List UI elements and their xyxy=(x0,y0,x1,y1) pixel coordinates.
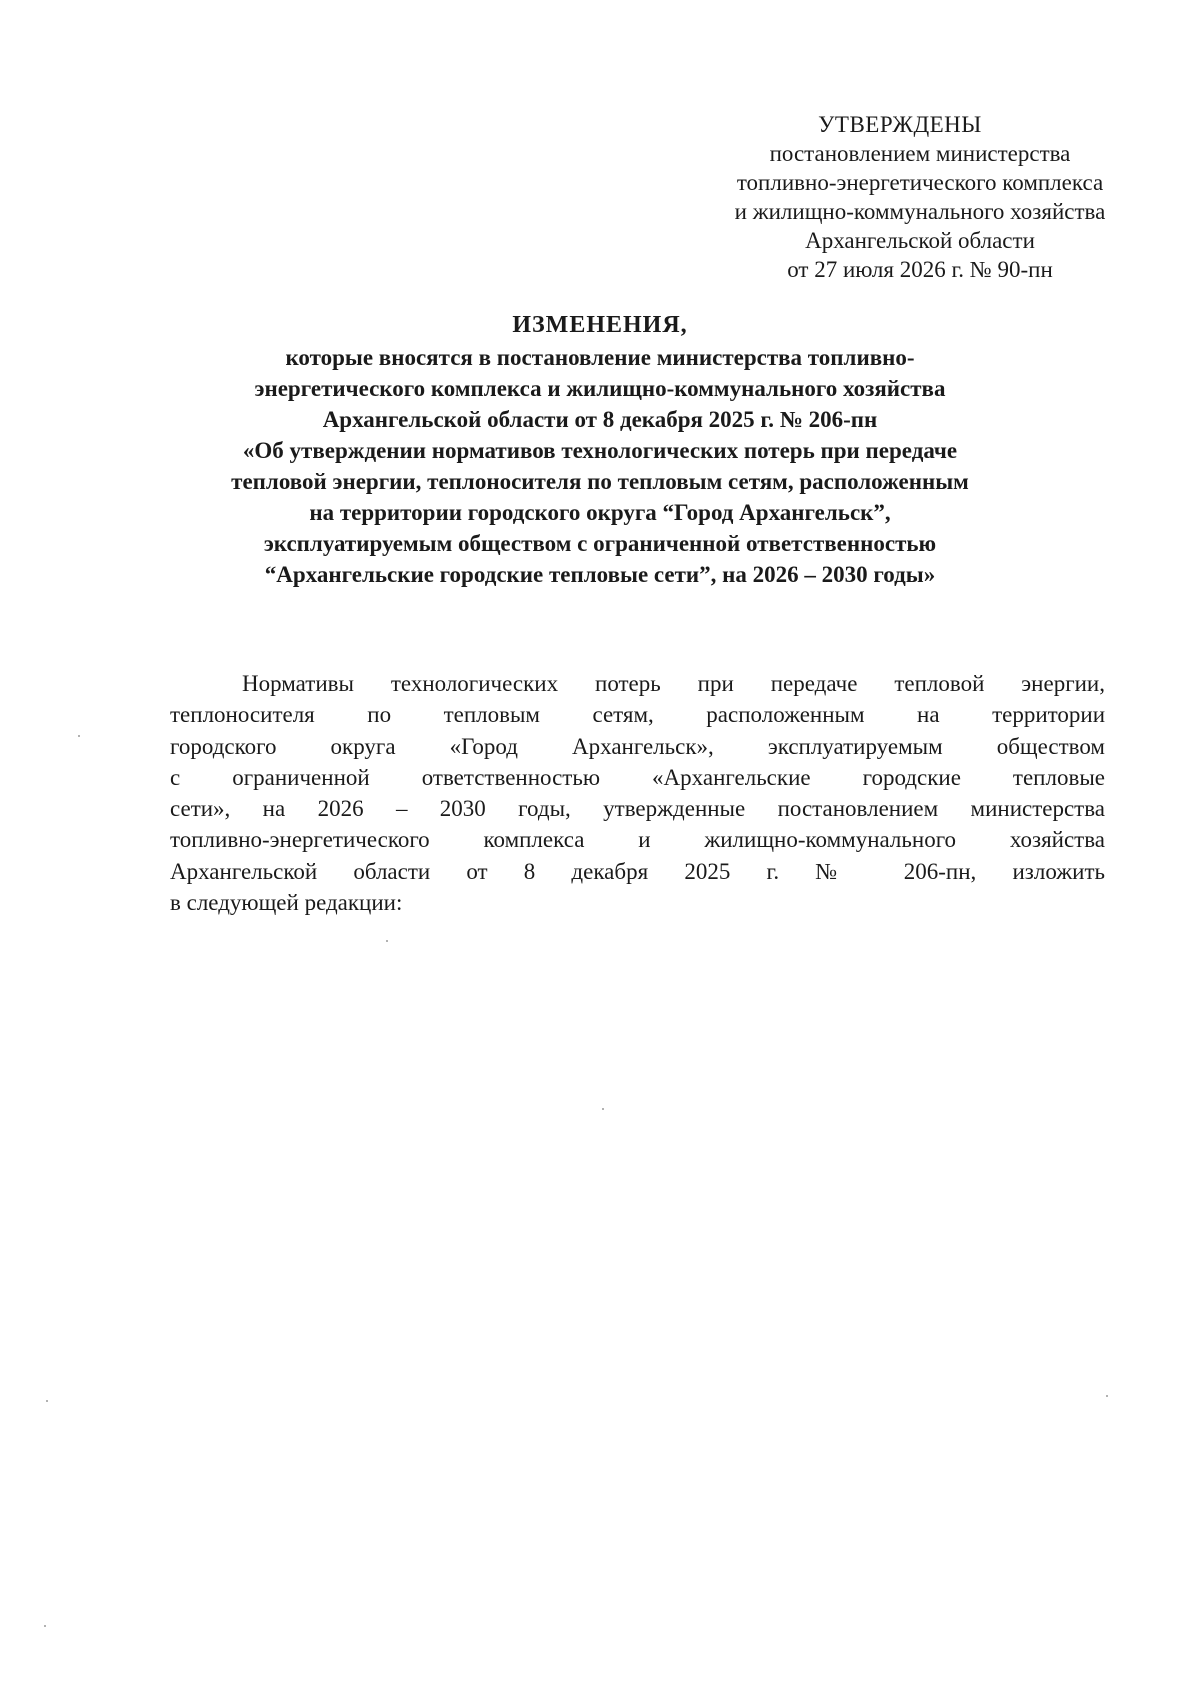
scan-speck xyxy=(78,735,80,737)
approval-line: постановлением министерства xyxy=(769,141,1071,166)
approval-line: и жилищно-коммунального хозяйства xyxy=(734,199,1106,224)
title-line: энергетического комплекса и жилищно-коммунального хозяйства xyxy=(254,376,946,401)
title-line: «Об утверждении нормативов технологических потерь при передаче xyxy=(242,438,958,463)
body-line: Архангельской области от 8 декабря 2025 г. № 206-пн, изложить xyxy=(170,858,1105,884)
body-line: Нормативы технологических потерь при передаче тепловой энергии, xyxy=(242,671,1105,696)
body-line: сети», на 2026 – 2030 годы, утвержденные постановлением министерства xyxy=(170,796,1105,822)
title-line: “Архангельские городские тепловые сети”, на 2026 – 2030 годы» xyxy=(264,562,936,587)
body-line: городского округа «Город Архангельск», эксплуатируемым обществом xyxy=(170,733,1105,759)
approval-block xyxy=(690,110,1150,284)
title-line: которые вносятся в постановление министерства топливно- xyxy=(285,345,915,370)
scan-speck xyxy=(1106,1395,1108,1397)
body-line: теплоносителя по тепловым сетям, расположенным на территории xyxy=(170,702,1105,728)
approval-heading: УТВЕРЖДЕНЫ xyxy=(818,112,982,137)
document-title xyxy=(150,310,1050,590)
scan-speck xyxy=(386,940,388,942)
approval-date-line: от 27 июля 2026 г. № 90-пн xyxy=(787,257,1053,282)
title-line: Архангельской области от 8 декабря 2025 г. № 206-пн xyxy=(322,407,878,432)
body-paragraph xyxy=(170,668,1105,918)
title-line: эксплуатируемым обществом с ограниченной ответственностью xyxy=(263,531,937,556)
scan-speck xyxy=(602,1108,604,1110)
approval-line: Архангельской области xyxy=(805,228,1035,253)
body-line: в следующей редакции: xyxy=(170,890,403,916)
scan-speck xyxy=(44,1625,46,1627)
title-heading: ИЗМЕНЕНИЯ, xyxy=(512,312,688,338)
body-line: с ограниченной ответственностью «Архангельские городские тепловые xyxy=(170,764,1105,790)
body-line: топливно-энергетического комплекса и жилищно-коммунального хозяйства xyxy=(170,827,1105,853)
scan-speck xyxy=(46,1400,48,1402)
title-line: на территории городского округа “Город Архангельск”, xyxy=(309,500,891,525)
title-line: тепловой энергии, теплоносителя по тепловым сетям, расположенным xyxy=(231,469,969,494)
approval-line: топливно-энергетического комплекса xyxy=(736,170,1104,195)
